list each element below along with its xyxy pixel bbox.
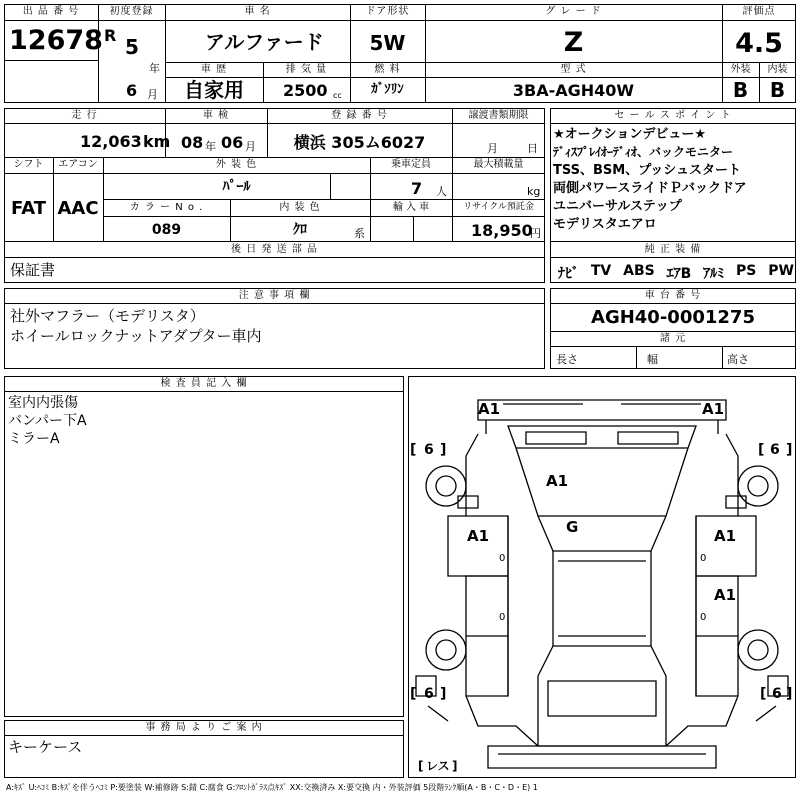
plate-value: 横浜 305ム6027	[293, 133, 426, 152]
equipment-item: PS	[736, 263, 757, 279]
later-parts-value: 保証書	[10, 261, 56, 279]
tire-rear-right: 6	[772, 686, 782, 702]
tire-bracket-open: [	[410, 442, 417, 458]
shift-value: FAT	[10, 198, 47, 219]
car-name: アルファード	[205, 30, 324, 54]
inspection-year: 08	[181, 133, 204, 152]
exterior-color-value: ﾊﾟｰﾙ	[222, 179, 251, 195]
model-value: 3BA-AGH40W	[512, 81, 635, 100]
mark-right-rear: A1	[714, 586, 737, 604]
equipment-item: ABS	[623, 263, 655, 279]
aircon-label: エアコン	[58, 159, 98, 170]
mark-front-right: A1	[702, 400, 725, 418]
sales-point-line: TSS、BSM、プッシュスタート	[553, 163, 742, 178]
sales-point-line: ﾃﾞｨｽﾌﾟﾚｲｵｰﾃﾞｨｵ、バックモニター	[553, 145, 734, 159]
transfer-docs-label: 譲渡書類期限	[468, 110, 529, 121]
transfer-month-unit: 月	[487, 142, 498, 155]
zero-mark: 0	[499, 612, 506, 623]
notes-line: 社外マフラー（モデリスタ）	[10, 307, 205, 325]
interior-color-unit: 系	[354, 227, 365, 240]
office-label: 事 務 局 よ り ご 案 内	[145, 722, 263, 733]
fuel-value: ｶﾞｿﾘﾝ	[371, 82, 404, 97]
import-label: 輸 入 車	[392, 202, 430, 213]
month-unit: 月	[147, 88, 158, 101]
mark-front-left: A1	[478, 400, 501, 418]
capacity-value: 7	[411, 179, 423, 198]
spec-label: 諸 元	[659, 333, 687, 344]
factory-equipment-list	[558, 263, 794, 283]
spare-tire-value: レス	[426, 759, 450, 773]
inspection-label: 車 検	[202, 110, 230, 121]
year-unit: 年	[149, 62, 160, 75]
registration-year: 5	[125, 35, 139, 59]
lot-number: 12678	[9, 25, 103, 56]
spare-bracket-close: ]	[452, 759, 458, 773]
recycle-value: 18,950	[471, 221, 533, 240]
sales-point-line: 両側パワースライドＰバックドア	[553, 181, 747, 196]
length-label: 長さ	[556, 353, 578, 366]
equipment-item: TV	[590, 263, 612, 279]
inspector-line: ミラーA	[8, 431, 60, 447]
mileage-label: 走 行	[71, 110, 98, 121]
tire-bracket-close: ]	[440, 686, 447, 702]
office-value: キーケース	[8, 738, 83, 756]
max-load-label: 最大積載量	[473, 159, 524, 170]
color-number-label: カ ラ ー N o .	[129, 202, 204, 213]
tire-bracket-close: ]	[786, 442, 793, 458]
shift-label: シフト	[13, 159, 44, 170]
interior-color-value: ｸﾛ	[293, 222, 307, 238]
height-label: 高さ	[727, 353, 749, 366]
equipment-item: ﾅﾋﾞ	[558, 266, 579, 282]
recycle-label: リサイクル預託金	[463, 202, 534, 212]
capacity-unit: 人	[436, 185, 447, 198]
chassis-number: AGH40-0001275	[591, 307, 755, 328]
tire-bracket-close: ]	[786, 686, 793, 702]
interior-color-label: 内 装 色	[279, 202, 321, 213]
mileage-value: 12,063	[80, 132, 142, 151]
capacity-label: 乗車定員	[391, 159, 431, 170]
score-label: 評価点	[742, 6, 776, 17]
car-condition-diagram	[408, 376, 796, 778]
tire-bracket-open: [	[758, 442, 765, 458]
model-label: 型 式	[560, 64, 587, 75]
tire-bracket-open: [	[760, 686, 767, 702]
displacement-value: 2500	[283, 81, 328, 100]
sales-point-list	[553, 128, 796, 236]
history-label: 車 歴	[200, 64, 228, 75]
grade-value: Z	[563, 27, 584, 58]
notes-label: 注 意 事 項 欄	[238, 290, 311, 301]
tire-rear-left: 6	[424, 686, 434, 702]
displacement-unit: cc	[333, 91, 342, 100]
tire-front-right: 6	[770, 442, 780, 458]
later-parts-label: 後 日 発 送 部 品	[231, 244, 318, 255]
recycle-unit: 円	[530, 227, 541, 240]
notes-line: ホイールロックナットアダプター車内	[10, 327, 262, 345]
interior-grade-label: 内装	[767, 64, 788, 75]
equipment-item: PW	[768, 263, 794, 279]
zero-mark: 0	[700, 612, 707, 623]
mark-right-door: A1	[714, 527, 737, 545]
legend-text: A:ｷｽﾞ U:ﾍｺﾐ B:ｷｽﾞを伴うﾍｺﾐ P:要塗装 W:補修跡 S:錆 C:腐食 G:ﾌﾛﾝﾄｶﾞﾗｽ点ｷｽﾞ XX:交換済み X:要交換 内・外装評価 5段階ﾗﾝｸ順(A・B・C・D・E) 1	[6, 783, 538, 792]
mark-left-door: A1	[467, 527, 490, 545]
plate-label: 登 録 番 号	[331, 110, 388, 121]
sales-point-line: ユニバーサルステップ	[553, 199, 682, 214]
exterior-color-label: 外 装 色	[215, 159, 258, 170]
inspector-line: 室内内張傷	[8, 395, 78, 411]
color-number-value: 089	[151, 222, 182, 238]
history-value: 自家用	[184, 78, 244, 102]
inspection-month-unit: 月	[245, 140, 256, 153]
width-label: 幅	[647, 353, 658, 366]
mark-roof: G	[566, 518, 579, 536]
mileage-unit: km	[143, 132, 171, 151]
exterior-grade-label: 外装	[730, 64, 751, 75]
sales-point-line: モデリスタエアロ	[553, 217, 657, 232]
spare-bracket-open: [	[418, 759, 424, 773]
max-load-unit: kg	[527, 185, 541, 198]
equipment-item: ｴｱB	[666, 266, 692, 282]
registration-month: 6	[126, 81, 138, 100]
aircon-value: AAC	[57, 198, 99, 219]
inspector-line: バンパー下A	[8, 413, 87, 429]
inspection-year-unit: 年	[205, 140, 216, 153]
tire-bracket-open: [	[410, 686, 417, 702]
door-value: 5W	[369, 31, 406, 55]
displacement-label: 排 気 量	[285, 64, 328, 75]
door-label: ドア形状	[365, 6, 410, 17]
chassis-label: 車 台 番 号	[644, 290, 702, 301]
score-value: 4.5	[735, 28, 783, 59]
sales-point-label: セ ー ル ス ポ イ ン ト	[614, 110, 732, 121]
zero-mark: 0	[499, 553, 506, 564]
inspection-month: 06	[221, 133, 244, 152]
zero-mark: 0	[700, 553, 707, 564]
transfer-day-unit: 日	[527, 142, 538, 155]
fuel-label: 燃 料	[374, 64, 401, 75]
lot-label: 出 品 番 号	[22, 6, 80, 17]
car-name-label: 車 名	[244, 6, 271, 17]
era-label: R	[104, 26, 117, 45]
inspector-label: 検 査 員 記 入 欄	[160, 378, 248, 389]
tire-front-left: 6	[424, 442, 434, 458]
equipment-item: ｱﾙﾐ	[703, 266, 725, 282]
mark-hood: A1	[546, 472, 569, 490]
grade-label: グ レ ー ド	[545, 6, 602, 17]
factory-equipment-label: 純 正 装 備	[644, 244, 702, 255]
sales-point-line: ★オークションデビュー★	[553, 127, 707, 142]
interior-grade-value: B	[769, 78, 786, 102]
exterior-grade-value: B	[732, 78, 749, 102]
first-registration-label: 初度登録	[109, 6, 154, 17]
tire-bracket-close: ]	[440, 442, 447, 458]
